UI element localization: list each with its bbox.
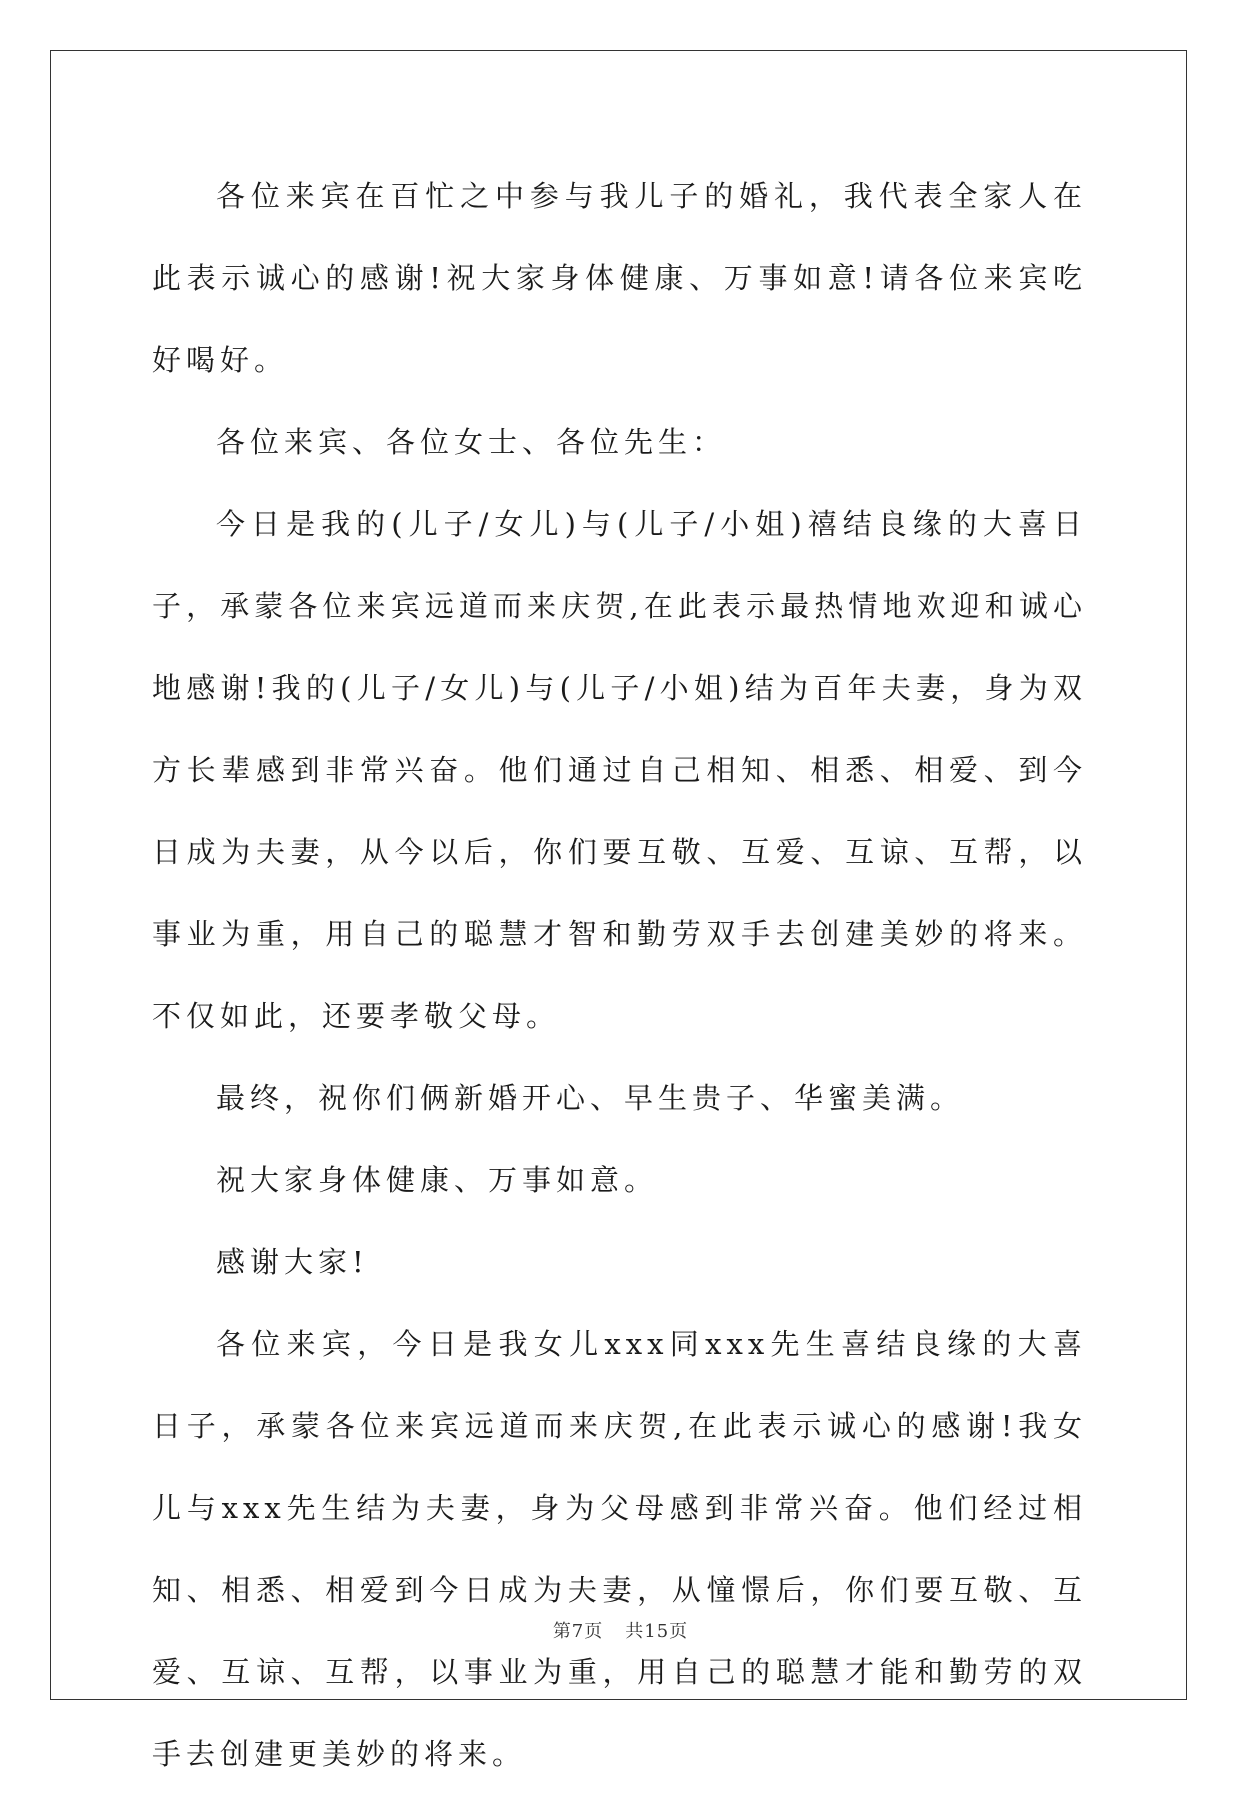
page-total: 共15页	[625, 1621, 689, 1642]
paragraph-7: 各位来宾，今日是我女儿xxx同xxx先生喜结良缘的大喜日子，承蒙各位来宾远道而来庆贺,在此表示诚心的感谢!我女儿与xxx先生结为夫妻，身为父母感到非常兴奋。他们经过相知、相悉、相爱到今日成为夫妻，从憧憬后，你们要互敬、互爱、互谅、互帮，以事业为重，用自己的聪慧才能和勤劳的双手去创建更美妙的将来。	[152, 1327, 1087, 1771]
paragraph-4: 最终，祝你们俩新婚开心、早生贵子、华蜜美满。	[216, 1081, 965, 1115]
document-body	[152, 155, 1087, 1795]
paragraph-2: 各位来宾、各位女士、各位先生：	[216, 425, 727, 459]
page-footer	[0, 1617, 1241, 1643]
page-number: 第7页	[552, 1621, 604, 1642]
paragraph-5: 祝大家身体健康、万事如意。	[216, 1163, 659, 1197]
paragraph-3: 今日是我的(儿子/女儿)与(儿子/小姐)禧结良缘的大喜日子，承蒙各位来宾远道而来庆贺,在此表示最热情地欢迎和诚心地感谢!我的(儿子/女儿)与(儿子/小姐)结为百年夫妻，身为双方长辈感到非常兴奋。他们通过自己相知、相悉、相爱、到今日成为夫妻，从今以后，你们要互敬、互爱、互谅、互帮，以事业为重，用自己的聪慧才智和勤劳双手去创建美妙的将来。不仅如此，还要孝敬父母。	[152, 507, 1087, 1033]
paragraph-1: 各位来宾在百忙之中参与我儿子的婚礼，我代表全家人在此表示诚心的感谢!祝大家身体健康、万事如意!请各位来宾吃好喝好。	[152, 179, 1087, 377]
paragraph-6: 感谢大家!	[216, 1245, 369, 1279]
